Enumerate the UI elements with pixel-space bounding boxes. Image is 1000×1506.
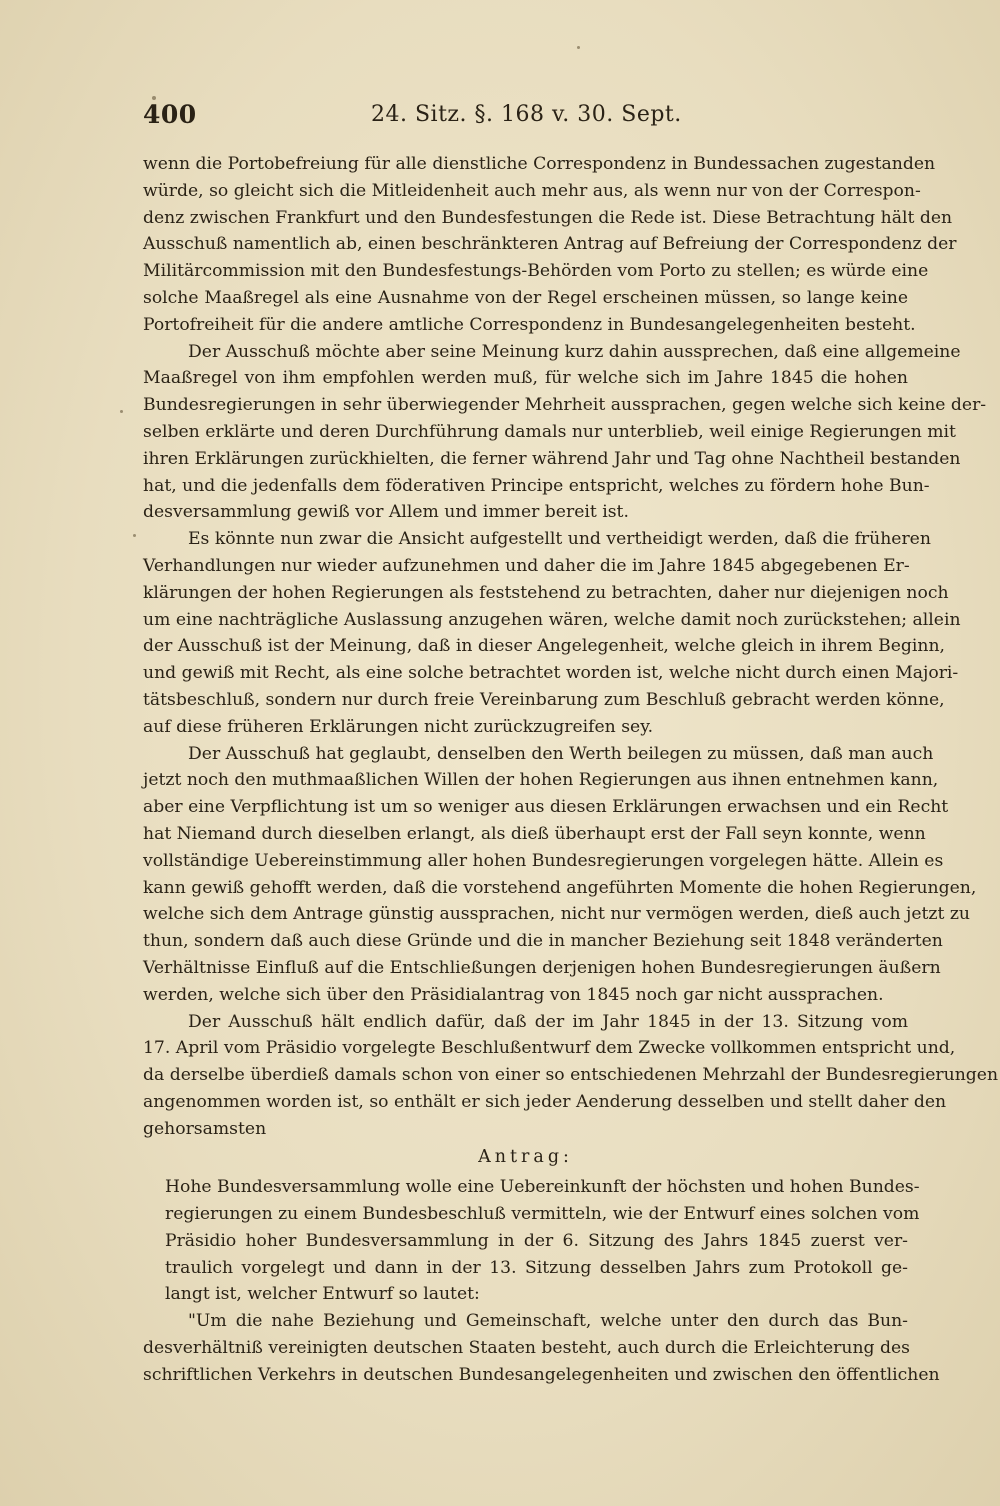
text-line: Verhandlungen nur wieder aufzunehmen und daher die im Jahre 1845 abgegebenen Er-: [143, 555, 910, 576]
text-line: klärungen der hohen Regierungen als feststehend zu betrachten, daher nur diejenigen noch: [143, 582, 949, 603]
text-line: da derselbe überdieß damals schon von einer so entschiedenen Mehrzahl der Bundesregierungen: [143, 1065, 999, 1086]
text-line: tätsbeschluß, sondern nur durch freie Vereinbarung zum Beschluß gebracht werden könne,: [143, 689, 945, 710]
text-line: Portofreiheit für die andere amtliche Correspondenz in Bundesangelegenheiten besteht.: [143, 314, 916, 335]
text-line: und gewiß mit Recht, als eine solche betrachtet worden ist, welche nicht durch einen Majori-: [143, 663, 959, 684]
text-line: solche Maaßregel als eine Ausnahme von der Regel erscheinen müssen, so lange keine: [143, 287, 908, 308]
text-line: der Ausschuß ist der Meinung, daß in dieser Angelegenheit, welche gleich in ihrem Beginn,: [143, 636, 946, 657]
text-line: Präsidio hoher Bundesversammlung in der 6. Sitzung des Jahrs 1845 zuerst ver-: [165, 1230, 908, 1251]
body-text: [143, 151, 999, 1389]
quoted-draft: [143, 1308, 940, 1388]
text-line: gehorsamsten: [143, 1118, 267, 1139]
paper-speck: [133, 534, 136, 537]
text-line: Militärcommission mit den Bundesfestungs-Behörden vom Porto zu stellen; es würde eine: [143, 261, 929, 282]
text-line: angenommen worden ist, so enthält er sich jeder Aenderung desselben und stellt daher den: [143, 1091, 947, 1112]
text-line: schriftlichen Verkehrs in deutschen Bundesangelegenheiten und zwischen den öffentlichen: [143, 1364, 940, 1385]
text-line: Verhältnisse Einfluß auf die Entschließungen derjenigen hohen Bundesregierungen äußern: [143, 957, 941, 978]
text-line: werden, welche sich über den Präsidialantrag von 1845 noch gar nicht aussprachen.: [143, 984, 884, 1005]
paper-speck: [577, 46, 580, 49]
text-line: aber eine Verpflichtung ist um so weniger aus diesen Erklärungen erwachsen und ein Recht: [143, 797, 949, 818]
paragraph-5: [143, 1009, 999, 1143]
text-line: wenn die Portobefreiung für alle dienstliche Correspondenz in Bundessachen zugestanden: [143, 154, 936, 174]
text-line: um eine nachträgliche Auslassung anzugehen wären, welche damit noch zurückstehen; allein: [143, 609, 961, 630]
text-line: Der Ausschuß möchte aber seine Meinung kurz dahin aussprechen, daß eine allgemeine: [188, 341, 961, 362]
paragraph-2: [143, 339, 987, 527]
text-line: thun, sondern daß auch diese Gründe und die in mancher Beziehung seit 1848 veränderten: [143, 931, 943, 952]
text-line: desverhältniß vereinigten deutschen Staaten besteht, auch durch die Erleichterung des: [143, 1338, 910, 1359]
text-line: Maaßregel von ihm empfohlen werden muß, für welche sich im Jahre 1845 die hohen: [143, 368, 908, 389]
text-line: traulich vorgelegt und dann in der 13. Sitzung desselben Jahrs zum Protokoll ge-: [165, 1257, 908, 1278]
text-line: hat Niemand durch dieselben erlangt, als dieß überhaupt erst der Fall seyn konnte, wenn: [143, 823, 926, 844]
motion-heading: Antrag:: [478, 1147, 573, 1168]
text-line: desversammlung gewiß vor Allem und immer bereit ist.: [143, 502, 629, 523]
text-line: würde, so gleicht sich die Mitleidenheit auch mehr aus, als wenn nur von der Correspon-: [143, 180, 921, 201]
text-line: denz zwischen Frankfurt und den Bundesfestungen die Rede ist. Diese Betrachtung hält den: [143, 207, 953, 228]
page-header: [143, 100, 908, 140]
text-line: "Um die nahe Beziehung und Gemeinschaft, welche unter den durch das Bun-: [188, 1311, 908, 1332]
paragraph-1: [143, 151, 957, 339]
text-line: Der Ausschuß hält endlich dafür, daß der im Jahr 1845 in der 13. Sitzung vom: [188, 1011, 908, 1032]
text-line: regierungen zu einem Bundesbeschluß vermitteln, wie der Entwurf eines solchen vom: [165, 1204, 920, 1225]
text-line: 17. April vom Präsidio vorgelegte Beschlußentwurf dem Zwecke vollkommen entspricht und,: [143, 1038, 956, 1059]
text-line: Der Ausschuß hat geglaubt, denselben den Werth beilegen zu müssen, daß man auch: [188, 743, 934, 764]
text-line: hat, und die jedenfalls dem föderativen Principe entspricht, welches zu fördern hohe Bun-: [143, 475, 930, 496]
text-line: langt ist, welcher Entwurf so lautet:: [165, 1284, 480, 1305]
page-number: 400: [143, 100, 197, 129]
text-line: jetzt noch den muthmaaßlichen Willen der hohen Regierungen aus ihnen entnehmen kann,: [143, 770, 939, 791]
text-line: Ausschuß namentlich ab, einen beschränkteren Antrag auf Befreiung der Correspondenz der: [143, 234, 957, 255]
paragraph-3: [143, 526, 961, 740]
running-head: 24. Sitz. §. 168 v. 30. Sept.: [371, 102, 682, 127]
text-line: Es könnte nun zwar die Ansicht aufgestellt und vertheidigt werden, daß die früheren: [188, 529, 931, 550]
text-line: ihren Erklärungen zurückhielten, die ferner während Jahr und Tag ohne Nachtheil bestanden: [143, 448, 961, 469]
text-line: kann gewiß gehofft werden, daß die vorstehend angeführten Momente die hohen Regierungen,: [143, 877, 977, 898]
paper-speck: [120, 410, 123, 413]
text-line: selben erklärte und deren Durchführung damals nur unterblieb, weil einige Regierungen mit: [143, 421, 956, 442]
motion-text: [165, 1174, 920, 1308]
paper-speck: [152, 96, 156, 100]
text-line: auf diese früheren Erklärungen nicht zurückzugreifen sey.: [143, 716, 654, 737]
text-line: welche sich dem Antrage günstig aussprachen, nicht nur vermögen werden, dieß auch jetzt zu: [143, 904, 970, 925]
text-line: vollständige Uebereinstimmung aller hohen Bundesregierungen vorgelegen hätte. Allein es: [143, 850, 944, 871]
text-line: Hohe Bundesversammlung wolle eine Uebereinkunft der höchsten und hohen Bundes-: [165, 1177, 920, 1198]
paragraph-4: [143, 741, 977, 1009]
text-line: Bundesregierungen in sehr überwiegender Mehrheit aussprachen, gegen welche sich keine der-: [143, 395, 987, 416]
